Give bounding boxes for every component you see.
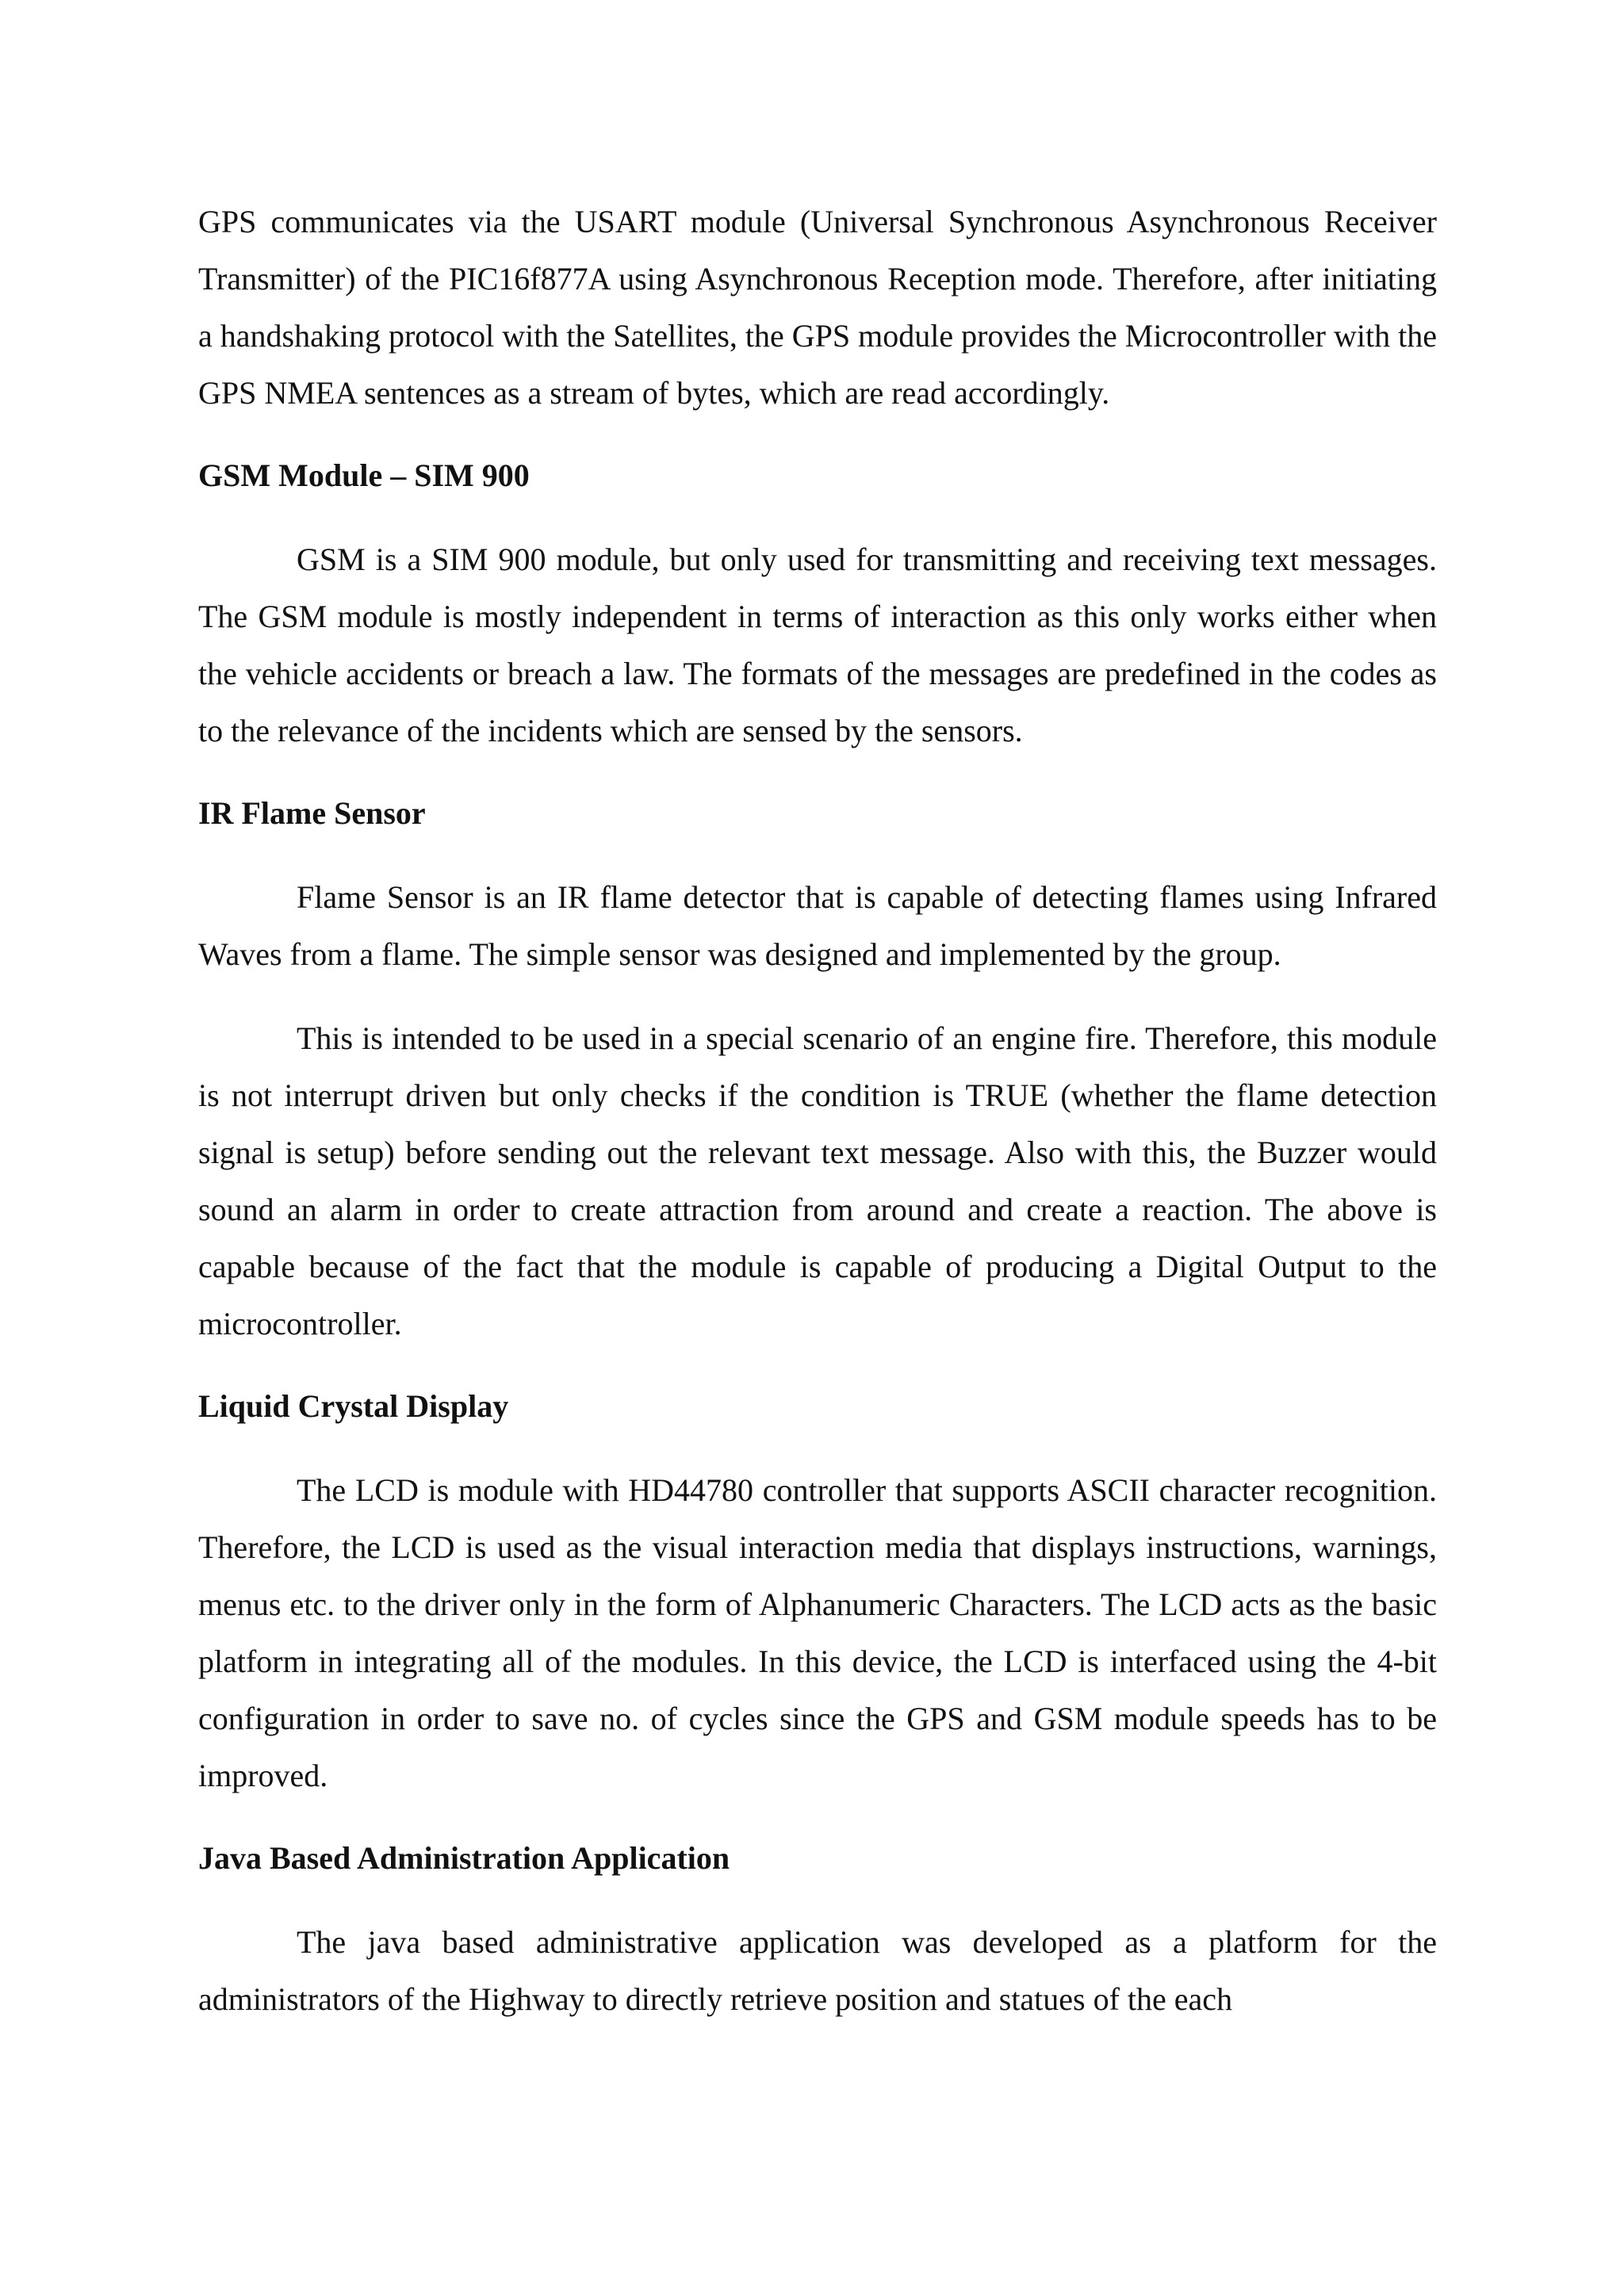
section-paragraph: Flame Sensor is an IR flame detector that is capable of detecting flames using Infrared Waves from a flame. The simple sensor was designed and implemented by the group. (198, 879, 1437, 972)
section-java-admin-application (198, 1830, 1437, 2028)
section-paragraph: This is intended to be used in a special scenario of an engine fire. Therefore, this module is not interrupt driven but only checks if the condition is TRUE (whether the flame detection signal is setup) before sending out the relevant text message. Also with this, the Buzzer would sound an alarm in order to create attraction from around and create a reaction. The above is capable because of the fact that the module is capable of producing a Digital Output to the microcontroller. (198, 1020, 1437, 1341)
section-ir-flame-sensor (198, 785, 1437, 1353)
intro-paragraph: GPS communicates via the USART module (Universal Synchronous Asynchronous Receiver Transmitter) of the PIC16f877A using Asynchronous Reception mode. Therefore, after initiating a handshaking protocol with the Satellites, the GPS module provides the Microcontroller with the GPS NMEA sentences as a stream of bytes, which are read accordingly. (198, 204, 1437, 411)
section-heading: IR Flame Sensor (198, 795, 426, 831)
section-heading: Java Based Administration Application (198, 1840, 730, 1876)
section-heading: GSM Module – SIM 900 (198, 457, 530, 493)
section-heading: Liquid Crystal Display (198, 1388, 509, 1424)
document-page (198, 193, 1437, 2028)
section-gsm-module (198, 447, 1437, 760)
section-liquid-crystal-display (198, 1378, 1437, 1804)
section-paragraph: The LCD is module with HD44780 controller that supports ASCII character recognition. Therefore, the LCD is used as the visual interaction media that displays instructions, warnings, menus etc. to the driver only in the form of Alphanumeric Characters. The LCD acts as the basic platform in integrating all of the modules. In this device, the LCD is interfaced using the 4-bit configuration in order to save no. of cycles since the GPS and GSM module speeds has to be improved. (198, 1472, 1437, 1793)
section-paragraph: GSM is a SIM 900 module, but only used for transmitting and receiving text messages. The GSM module is mostly independent in terms of interaction as this only works either when the vehicle accidents or breach a law. The formats of the messages are predefined in the codes as to the relevance of the incidents which are sensed by the sensors. (198, 541, 1437, 748)
section-paragraph: The java based administrative application was developed as a platform for the administrators of the Highway to directly retrieve position and statues of the each (198, 1924, 1437, 2017)
